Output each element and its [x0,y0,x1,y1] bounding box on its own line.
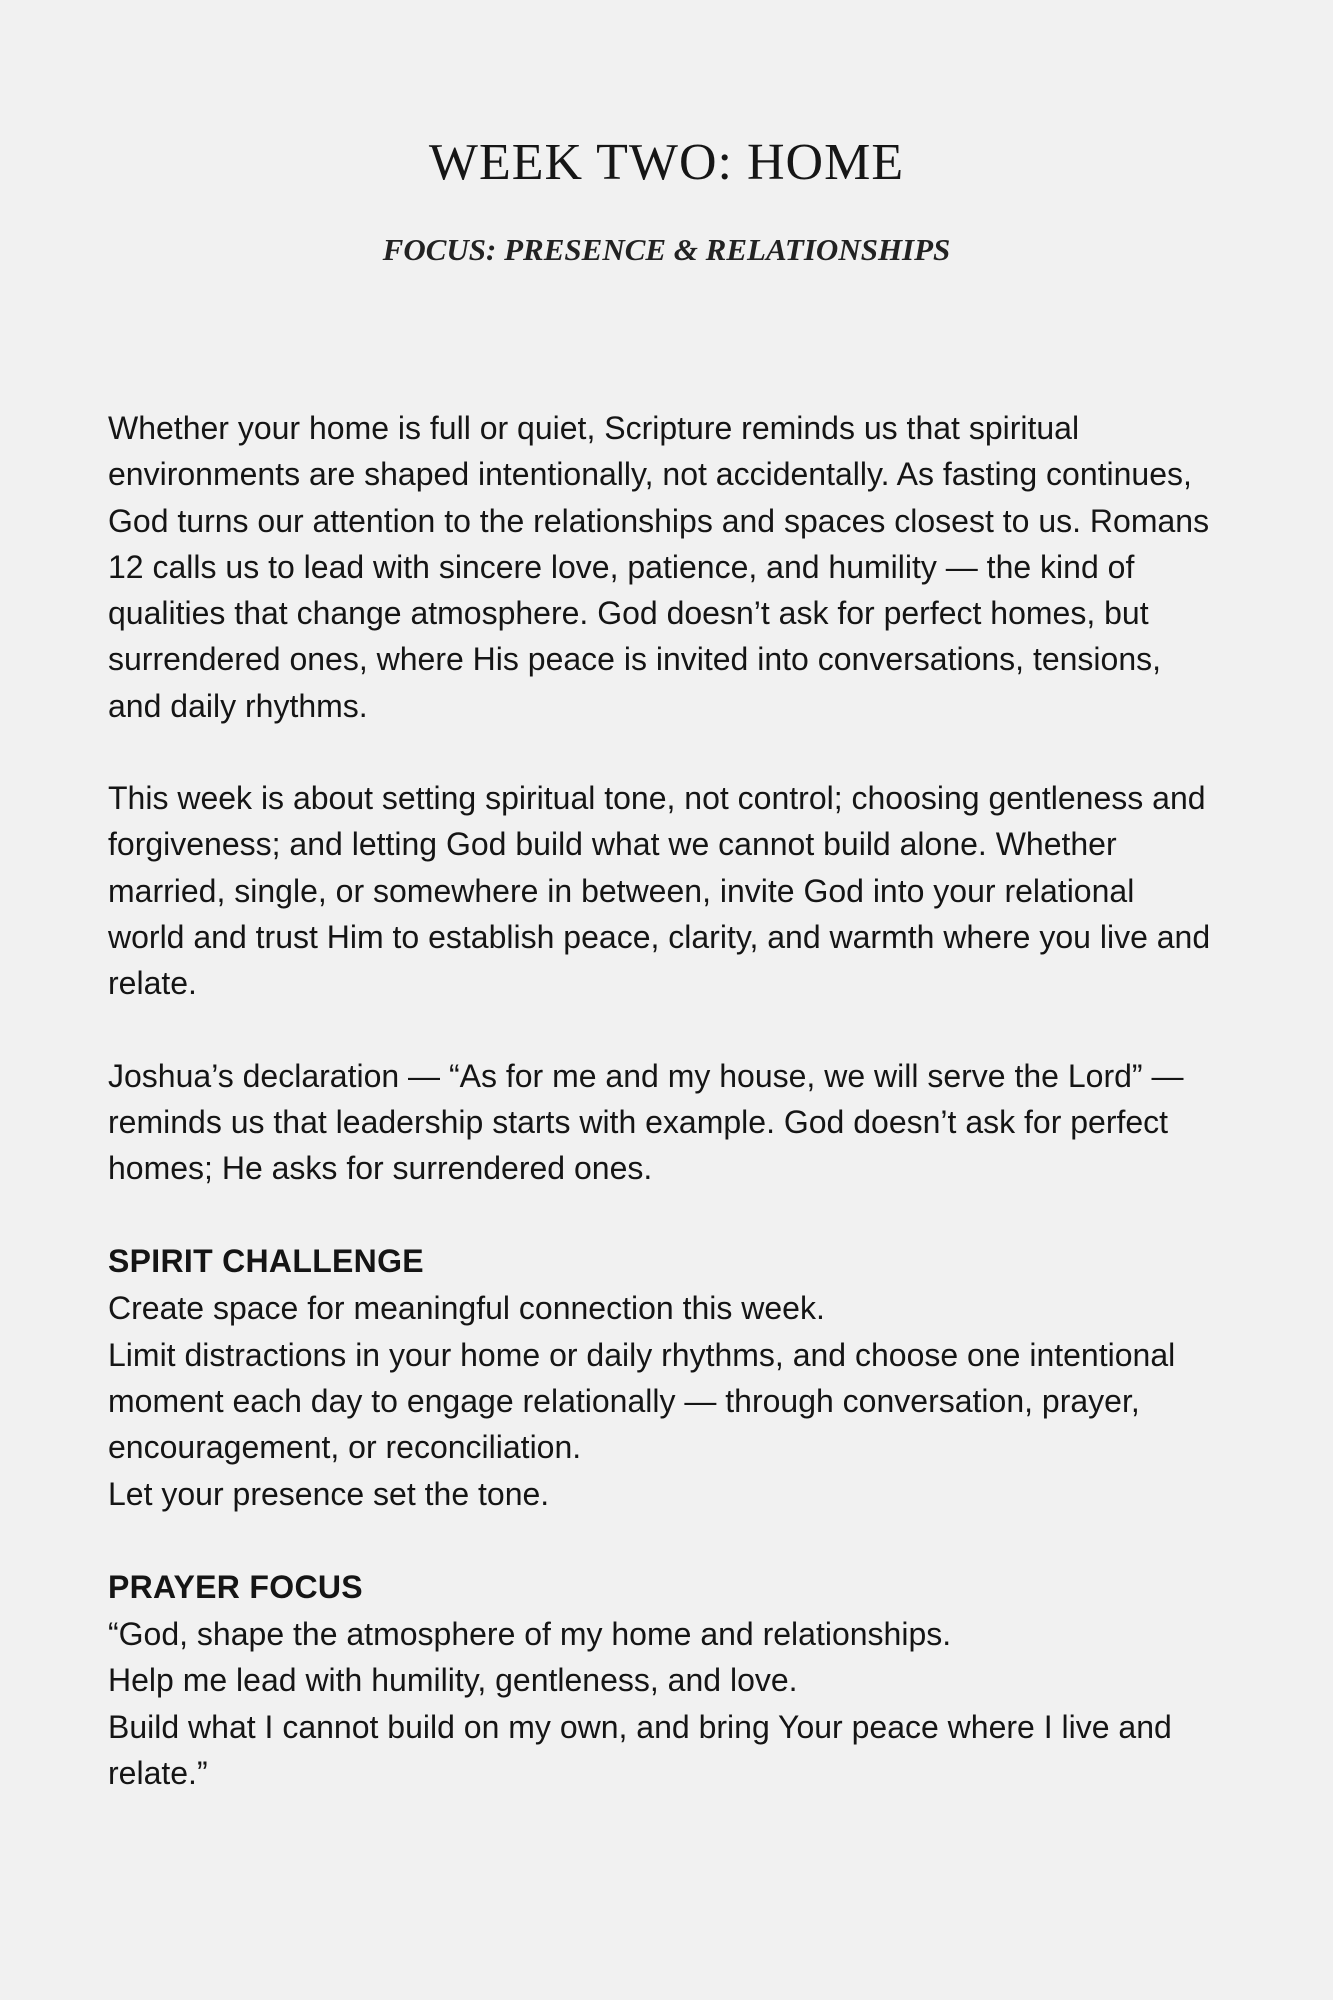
intro-paragraph: Whether your home is full or quiet, Scripture reminds us that spiritual environments are shaped intentionally, not accidentally. As fasting continues, God turns our attention to the relationships and spaces closest to us. Romans 12 calls us to lead with sincere love, patience, and humility — the kind of qualities that change atmosphere. God doesn’t ask for perfect homes, but surrendered ones, where His peace is invited into conversations, tensions, and daily rhythms. [108,410,1210,724]
spirit-challenge-heading: SPIRIT CHALLENGE [108,1243,424,1280]
prayer-focus-line: “God, shape the atmosphere of my home and relationships. [108,1615,952,1652]
page-title: WEEK TWO: HOME [428,134,905,191]
prayer-focus-line: Help me lead with humility, gentleness, and love. [108,1662,798,1699]
spirit-challenge-line: Create space for meaningful connection this week. [108,1290,825,1327]
page-subtitle: FOCUS: PRESENCE & RELATIONSHIPS [382,232,951,267]
spirit-challenge-line: Limit distractions in your home or daily rhythms, and choose one intentional moment each day to engage relationally — through conversation, prayer, encouragement, or reconciliation. [108,1336,1176,1466]
prayer-focus-heading: PRAYER FOCUS [108,1568,363,1605]
prayer-focus-line: Build what I cannot build on my own, and bring Your peace where I live and relate.” [108,1708,1172,1791]
spirit-challenge-line: Let your presence set the tone. [108,1475,550,1512]
tone-paragraph: This week is about setting spiritual tone, not control; choosing gentleness and forgiveness; and letting God build what we cannot build alone. Whether married, single, or somewhere in between, invite God into your relational world and trust Him to establish peace, clarity, and warmth where you live and relate. [108,780,1211,1002]
body-text [108,405,1218,1842]
spirit-challenge-text [108,1285,1218,1516]
prayer-focus-text [108,1611,1218,1796]
joshua-paragraph: Joshua’s declaration — “As for me and my house, we will serve the Lord” — reminds us that leadership starts with example. God doesn’t ask for perfect homes; He asks for surrendered ones. [108,1057,1184,1187]
